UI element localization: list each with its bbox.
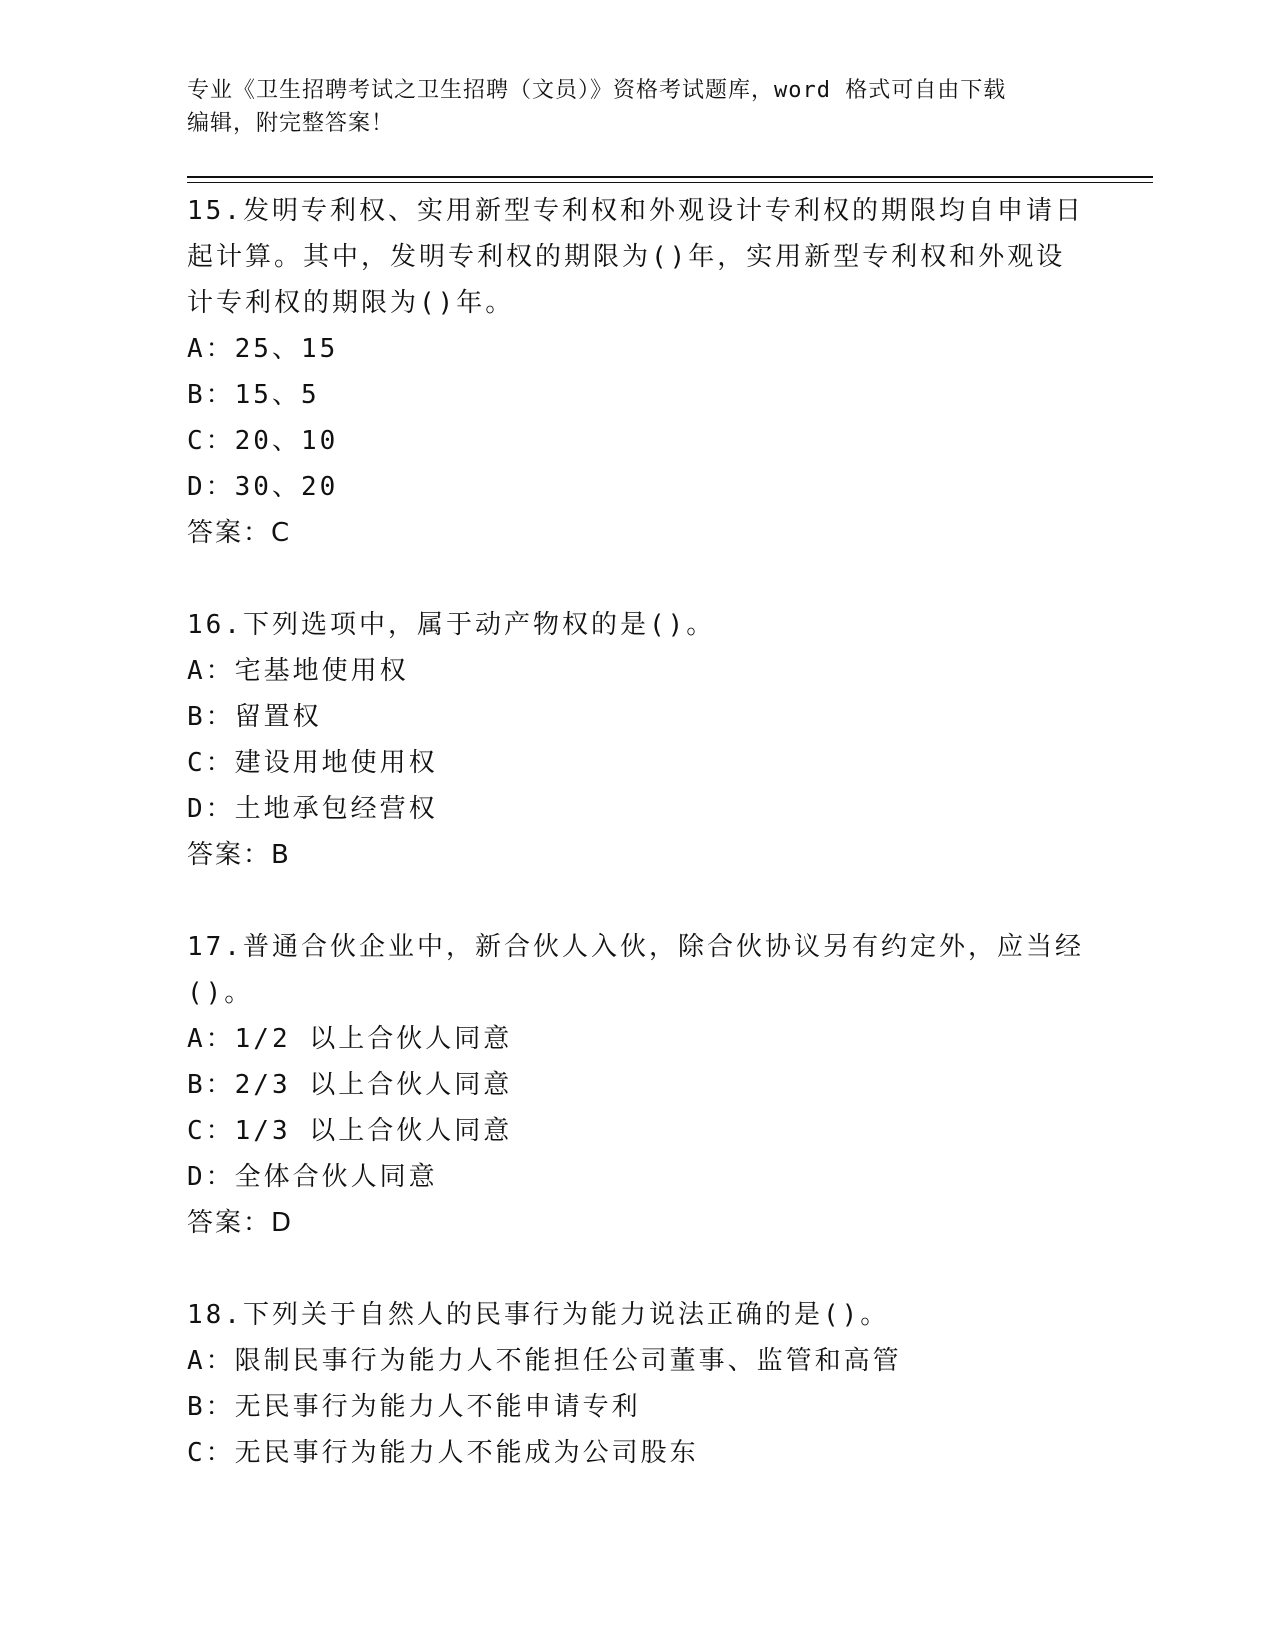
option-c: C：建设用地使用权 xyxy=(187,748,438,778)
option-a: A：限制民事行为能力人不能担任公司董事、监管和高管 xyxy=(187,1346,902,1376)
question-17 xyxy=(187,924,1087,1246)
header-rule-thin xyxy=(187,182,1153,183)
option-d: D：全体合伙人同意 xyxy=(187,1162,438,1192)
option-c: C：1/3 以上合伙人同意 xyxy=(187,1116,513,1146)
option-a: A：宅基地使用权 xyxy=(187,656,409,686)
option-d: D：30、20 xyxy=(187,472,339,502)
answer-line: 答案：C xyxy=(187,518,292,548)
option-b: B：无民事行为能力人不能申请专利 xyxy=(187,1392,641,1422)
option-b: B：15、5 xyxy=(187,380,320,410)
question-16 xyxy=(187,602,1087,878)
option-b: B：留置权 xyxy=(187,702,322,732)
question-stem: 18.下列关于自然人的民事行为能力说法正确的是()。 xyxy=(187,1300,890,1330)
question-stem: 17.普通合伙企业中，新合伙人入伙，除合伙协议另有约定外，应当经()。 xyxy=(187,932,1084,1008)
question-list xyxy=(187,188,1087,1522)
header-rule-thick xyxy=(187,176,1153,178)
answer-line: 答案：D xyxy=(187,1208,294,1238)
header-line-2: 编辑，附完整答案！ xyxy=(187,111,395,136)
question-15 xyxy=(187,188,1087,556)
option-b: B：2/3 以上合伙人同意 xyxy=(187,1070,513,1100)
option-a: A：25、15 xyxy=(187,334,339,364)
header-line-1: 专业《卫生招聘考试之卫生招聘（文员）》资格考试题库，word 格式可自由下载 xyxy=(187,78,1007,103)
document-header xyxy=(187,74,1067,140)
option-c: C：无民事行为能力人不能成为公司股东 xyxy=(187,1438,699,1468)
question-stem: 15.发明专利权、实用新型专利权和外观设计专利权的期限均自申请日起计算。其中，发明专利权的期限为()年，实用新型专利权和外观设计专利权的期限为()年。 xyxy=(187,196,1084,318)
option-d: D：土地承包经营权 xyxy=(187,794,438,824)
answer-line: 答案：B xyxy=(187,840,291,870)
option-c: C：20、10 xyxy=(187,426,339,456)
question-stem: 16.下列选项中，属于动产物权的是()。 xyxy=(187,610,716,640)
option-a: A：1/2 以上合伙人同意 xyxy=(187,1024,513,1054)
question-18 xyxy=(187,1292,1087,1476)
